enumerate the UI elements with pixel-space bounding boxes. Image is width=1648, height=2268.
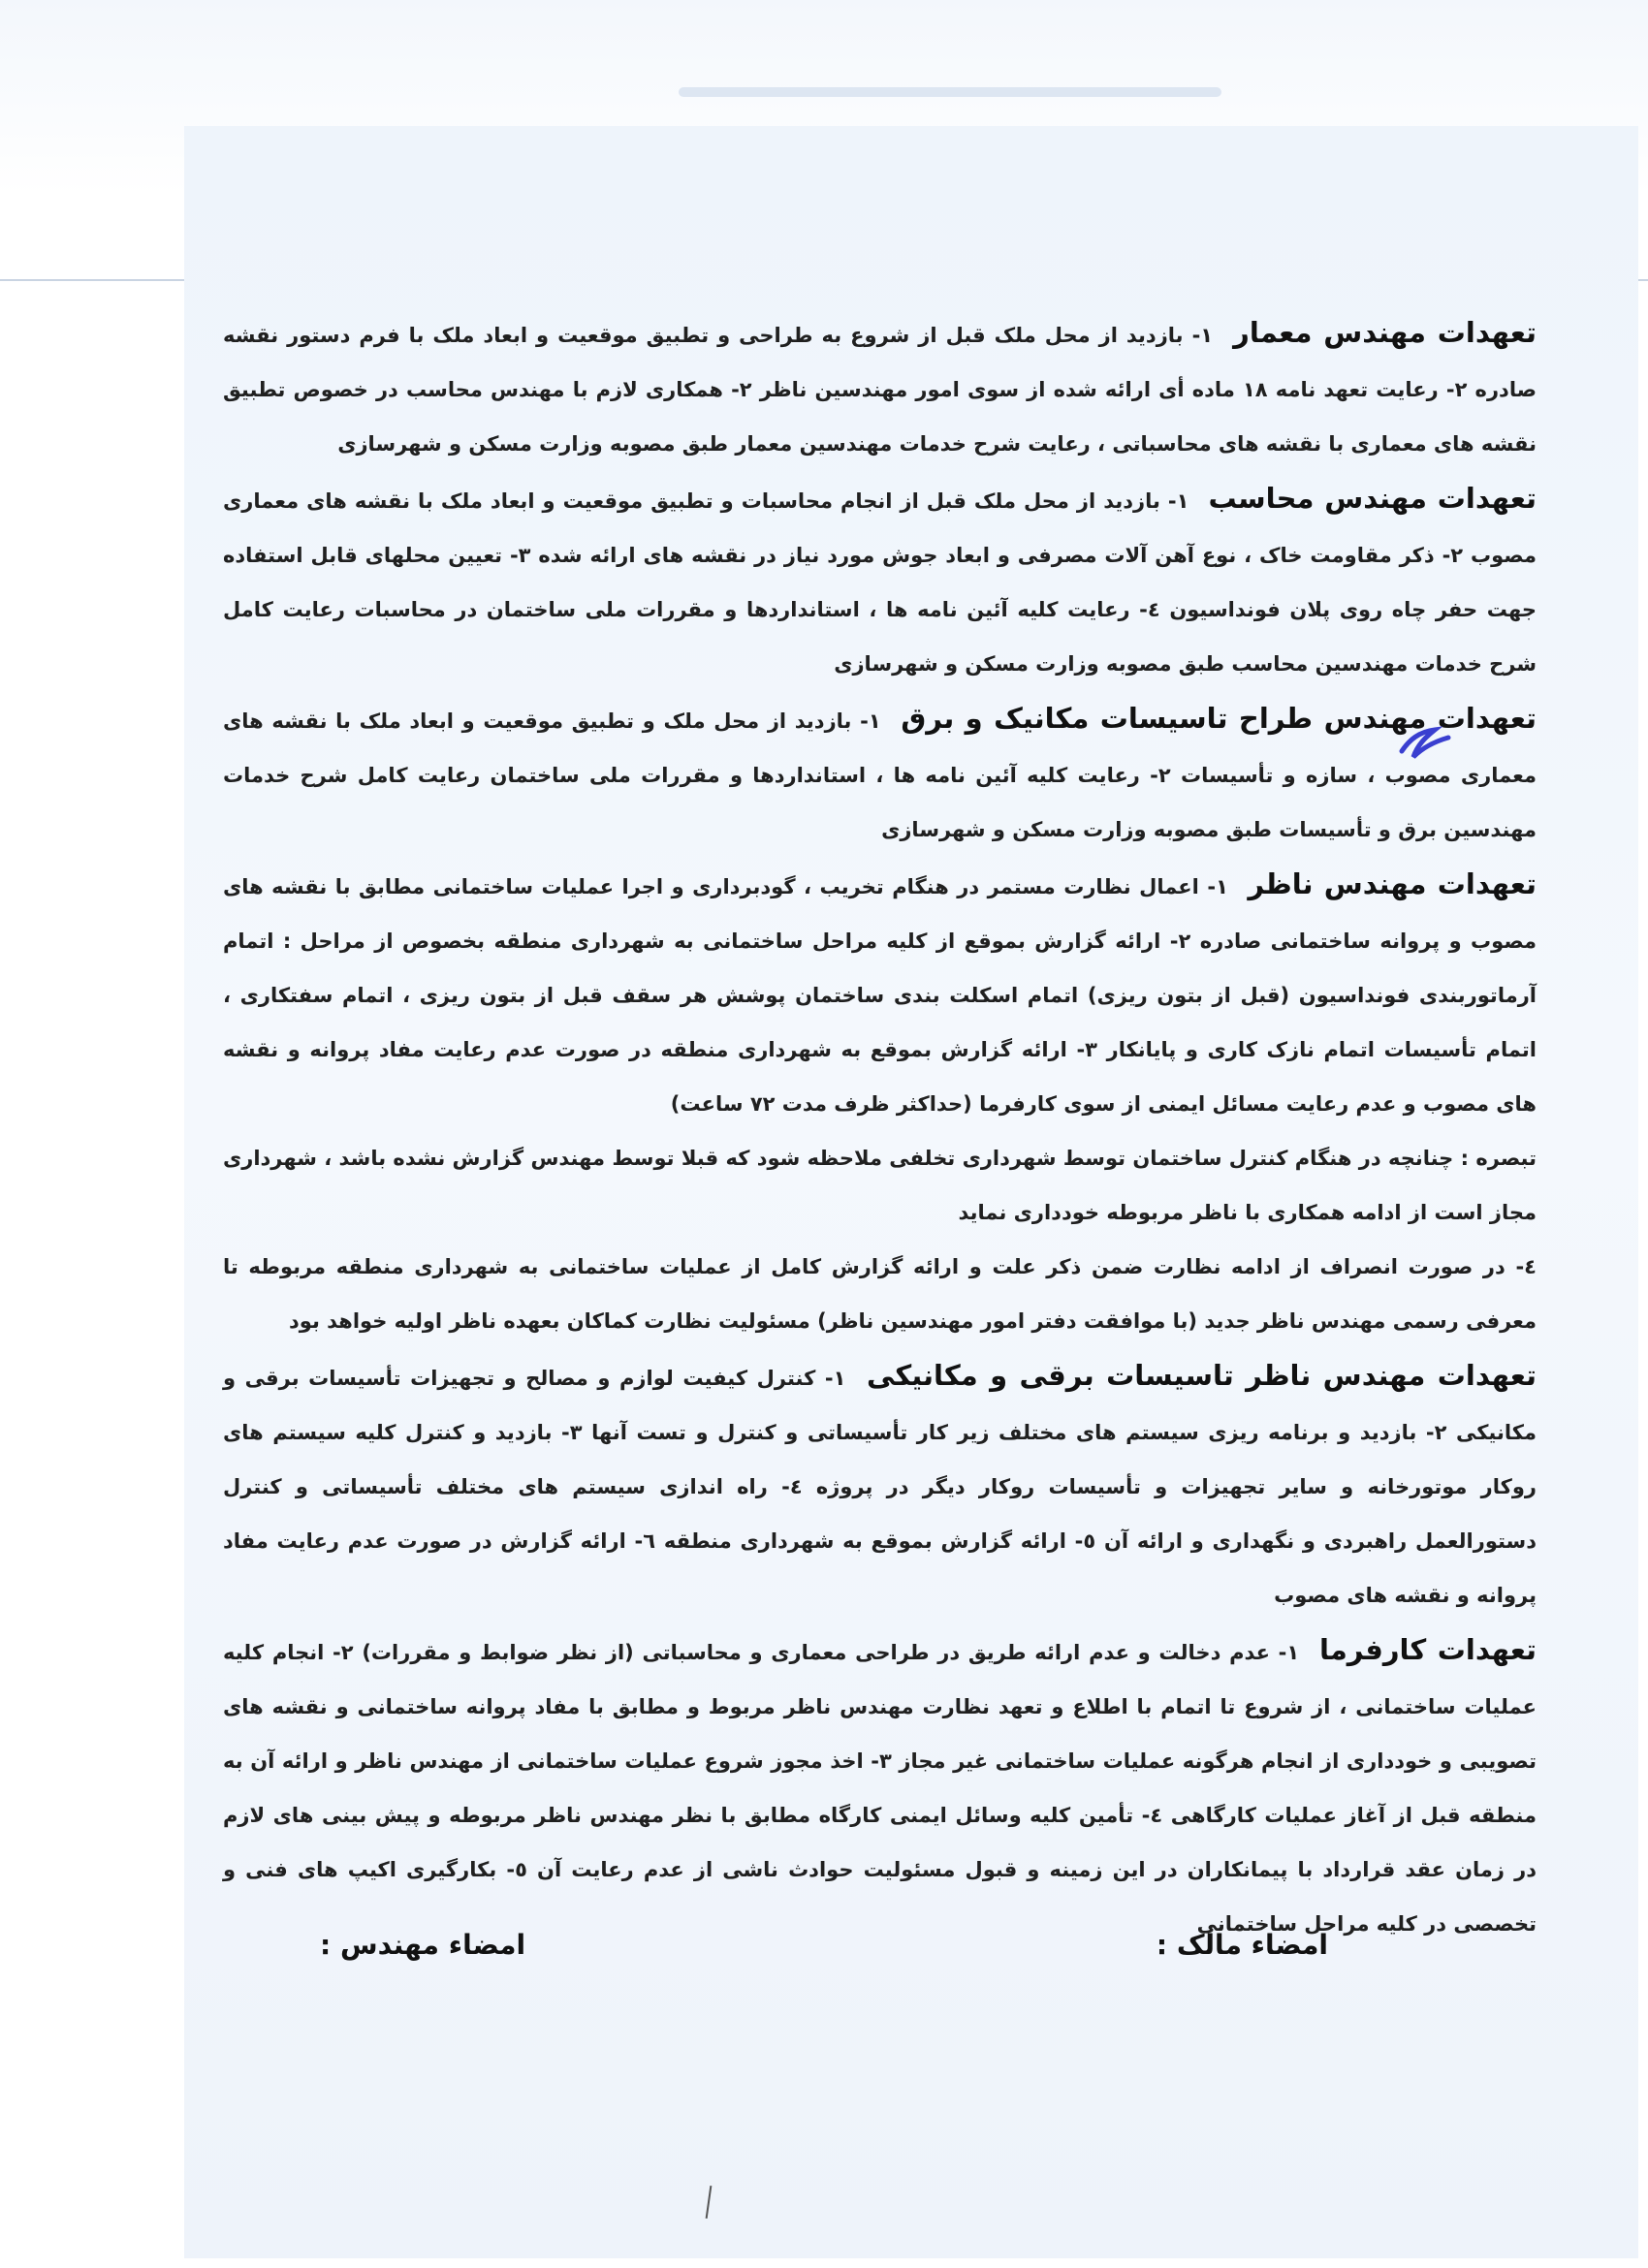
section-heading: تعهدات مهندس طراح تاسیسات مکانیک و برق xyxy=(901,702,1537,735)
section-body: ۱- بازدید از محل ملک قبل از انجام محاسبات و تطبیق موقعیت و ابعاد ملک با نقشه های معماری مصوب ۲- ذکر مقاومت خاک ، نوع آهن آلات مصرفی و ابعاد جوش مورد نیاز در نقشه های ارائه شده ۳- تعیین محلهای قابل استفاده جهت حفر چاه روی پلان فونداسیون ٤- رعایت کلیه آئین نامه ها ، استانداردها و مقررات ملی ساختمان در محاسبات رعایت کامل شرح خدمات مهندسین محاسب طبق مصوبه وزارت مسکن و شهرسازی xyxy=(223,489,1537,676)
section-mep-designer xyxy=(223,691,1537,857)
section-heading: تعهدات مهندس محاسب xyxy=(1208,482,1537,515)
section-heading: تعهدات مهندس ناظر تاسیسات برقی و مکانیکی xyxy=(867,1359,1537,1392)
section-heading: تعهدات مهندس ناظر xyxy=(1248,867,1537,900)
section-structural-engineer xyxy=(223,471,1537,691)
section-body: تبصره : چنانچه در هنگام کنترل ساختمان توسط شهرداری تخلفی ملاحظه شود که قبلا توسط مهندس گزارش نشده باشد ، شهرداری مجاز است از ادامه همکاری با ناظر مربوطه خودداری نماید xyxy=(223,1147,1537,1224)
section-body: ۱- اعمال نظارت مستمر در هنگام تخریب ، گودبرداری و اجرا عملیات ساختمانی مطابق با نقشه های مصوب و پروانه ساختمانی صادره ۲- ارائه گزارش بموقع از کلیه مراحل ساختمانی به شهرداری منطقه بخصوص از مراحل : اتمام آرماتوربندی فونداسیون (قبل از بتون ریزی) اتمام اسکلت بندی ساختمان پوشش هر سقف قبل از بتون ریزی ، اتمام سفتکاری ، اتمام تأسیسات اتمام نازک کاری و پایانکار ۳- ارائه گزارش بموقع به شهرداری منطقه در صورت عدم رعایت مفاد پروانه و نقشه های مصوب و عدم رعایت مسائل ایمنی از سوی کارفرما (حداکثر ظرف مدت ۷۲ ساعت) xyxy=(223,875,1537,1116)
section-note xyxy=(223,1131,1537,1240)
section-heading: تعهدات مهندس معمار xyxy=(1233,316,1537,349)
pen-scribble-mark xyxy=(1396,722,1454,765)
contract-terms xyxy=(223,305,1537,1951)
faded-header-line xyxy=(679,87,1221,97)
section-body: ۱- بازدید از محل ملک قبل از شروع به طراحی و تطبیق موقعیت و ابعاد ملک با فرم دستور نقشه صادره ۲- رعایت تعهد نامه ۱۸ ماده أی ارائه شده از سوی امور مهندسین ناظر ۲- همکاری لازم با مهندس محاسب در خصوص تطبیق نقشه های معماری با نقشه های محاسباتی ، رعایت شرح خدمات مهندسین معمار طبق مصوبه وزارت مسکن و شهرسازی xyxy=(223,324,1537,456)
section-withdrawal xyxy=(223,1240,1537,1348)
engineer-signature-label: امضاء مهندس : xyxy=(320,1929,526,1961)
section-architect xyxy=(223,305,1537,471)
section-body: ٤- در صورت انصراف از ادامه نظارت ضمن ذکر علت و ارائه گزارش کامل از عملیات ساختمانی به شهرداری منطقه مربوطه تا معرفی رسمی مهندس ناظر جدید (با موافقت دفتر امور مهندسین ناظر) مسئولیت نظارت کماکان بعهده ناظر اولیه خواهد بود xyxy=(223,1255,1537,1333)
section-body: ۱- کنترل کیفیت لوازم و مصالح و تجهیزات تأسیسات برقی و مکانیکی ۲- بازدید و برنامه ریزی سیستم های مختلف زیر کار تأسیساتی و کنترل و تست آنها ۳- بازدید و کنترل کلیه سیستم های روکار موتورخانه و سایر تجهیزات و تأسیسات روکار دیگر در پروژه ٤- راه اندازی سیستم های مختلف تأسیساتی و کنترل دستورالعمل راهبردی و نگهداری و ارائه آن ٥- ارائه گزارش بموقع به شهرداری منطقه ٦- ارائه گزارش در صورت عدم رعایت مفاد پروانه و نقشه های مصوب xyxy=(223,1367,1537,1607)
section-heading: تعهدات کارفرما xyxy=(1318,1633,1537,1666)
owner-signature-label: امضاء مالک : xyxy=(1156,1929,1328,1961)
section-body: ۱- عدم دخالت و عدم ارائه طریق در طراحی معماری و محاسباتی (از نظر ضوابط و مقررات) ۲- انجام کلیه عملیات ساختمانی ، از شروع تا اتمام با اطلاع و تعهد نظارت مهندس ناظر مربوط و مطابق با مفاد پروانه ساختمانی و نقشه های تصویبی و خودداری از انجام هرگونه عملیات ساختمانی غیر مجاز ۳- اخذ مجوز شروع عملیات ساختمانی از مهندس ناظر و ارائه آن به منطقه قبل از آغاز عملیات کارگاهی ٤- تأمین کلیه وسائل ایمنی کارگاه مطابق با نظر مهندس ناظر مربوطه و پیش بینی های لازم در زمان عقد قرارداد با پیمانکاران در این زمینه و قبول مسئولیت حوادث ناشی از عدم رعایت آن ٥- بکارگیری اکیپ های فنی و تخصصی در کلیه مراحل ساختمانی xyxy=(223,1641,1537,1936)
section-mep-supervisor xyxy=(223,1348,1537,1622)
section-body: ۱- بازدید از محل ملک و تطبیق موقعیت و ابعاد ملک با نقشه های معماری مصوب ، سازه و تأسیسات ۲- رعایت کلیه آئین نامه ها ، استانداردها و مقررات ملی ساختمان رعایت کامل شرح خدمات مهندسین برق و تأسیسات طبق مصوبه وزارت مسکن و شهرسازی xyxy=(223,709,1537,841)
signature-row xyxy=(320,1929,1328,1977)
section-supervisor xyxy=(223,857,1537,1131)
section-employer xyxy=(223,1622,1537,1951)
